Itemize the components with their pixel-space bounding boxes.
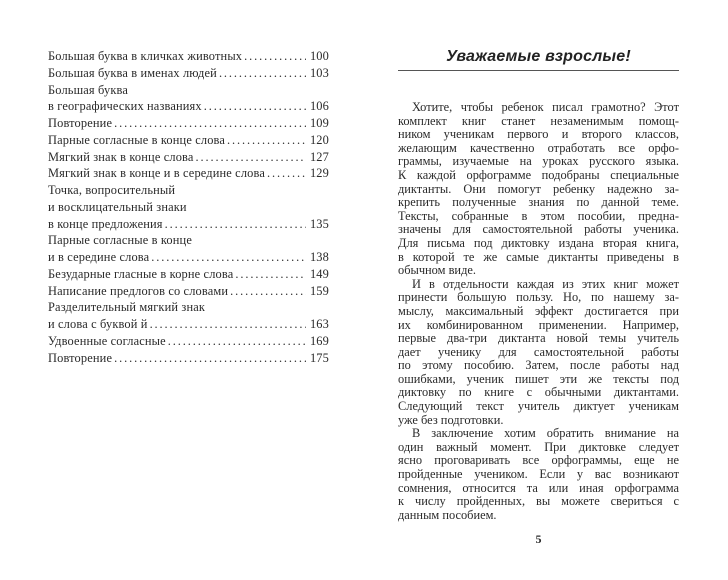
toc-entry — [48, 333, 329, 350]
dot-leader — [150, 316, 306, 333]
text-line: к числу пройденных, вы можете свериться с — [398, 494, 679, 509]
toc-page-number: 169 — [309, 333, 329, 348]
text-line: их комбинированном применении. Например, — [398, 317, 679, 332]
toc-entry — [48, 182, 329, 199]
toc-page-number: 127 — [309, 149, 329, 164]
toc-entry-title: Мягкий знак в конце и в середине слова — [48, 166, 265, 181]
toc-entry — [48, 149, 329, 166]
toc-entry-title: и восклицательный знаки — [48, 199, 187, 214]
dot-leader — [114, 115, 306, 132]
toc-entry-title: Парные согласные в конце — [48, 233, 192, 248]
dot-leader — [230, 283, 306, 300]
toc-entry — [48, 283, 329, 300]
text-line: дает ученику для самостоятельной работы — [398, 344, 679, 359]
dot-leader — [219, 65, 306, 82]
toc-entry-title: в географических названиях — [48, 99, 202, 114]
dot-leader — [235, 266, 306, 283]
dot-leader — [165, 216, 306, 233]
text-line: по этому пособию. Затем, после работы над — [398, 358, 679, 373]
toc-entry — [48, 266, 329, 283]
text-line: диктовку по книге с обычными диктантами. — [398, 385, 679, 400]
toc-page-number: 135 — [309, 216, 329, 231]
toc-page-number: 159 — [309, 283, 329, 298]
dot-leader — [168, 333, 306, 350]
dot-leader — [196, 149, 306, 166]
toc-page-number: 120 — [309, 132, 329, 147]
dot-leader — [267, 165, 306, 182]
text-line: принести большую пользу. Но, по нашему за- — [398, 290, 679, 305]
toc-page-number: 149 — [309, 266, 329, 281]
title-underline — [398, 70, 679, 71]
toc-entry-title: Большая буква в именах людей — [48, 65, 217, 80]
text-line: Тексты, собранные в этом пособии, предна- — [398, 208, 679, 223]
dot-leader — [114, 350, 306, 367]
text-line: уже без подготовки. — [398, 412, 504, 427]
toc-page-number: 129 — [309, 166, 329, 181]
text-line: Хотите, чтобы ребенок писал грамотно? Этот — [412, 100, 679, 114]
toc-entry-title: Повторение — [48, 116, 113, 130]
toc-entry-title: Безударные гласные в корне слова — [48, 266, 234, 281]
toc-entry — [48, 216, 329, 233]
toc-entry-title: Повторение — [48, 350, 113, 365]
toc-entry — [48, 65, 329, 82]
foreword-text — [398, 101, 679, 522]
toc-entry — [48, 232, 329, 249]
toc-entry — [48, 132, 329, 149]
toc-page-number: 109 — [309, 116, 329, 130]
dot-leader — [151, 249, 306, 266]
toc-entry — [48, 199, 329, 216]
toc-entry-title: в конце предложения — [48, 216, 163, 231]
text-line: Следующий текст учитель диктует ученикам — [398, 399, 679, 414]
toc-entry-title: Мягкий знак в конце слова — [48, 149, 194, 164]
text-line: обычном виде. — [398, 263, 476, 278]
toc-page-number: 163 — [309, 317, 329, 331]
toc-entry — [48, 48, 329, 65]
toc-entry-title: и слова с буквой й — [48, 317, 148, 331]
toc-entry — [48, 249, 329, 266]
toc-page-number: 103 — [309, 65, 329, 80]
toc-entry-title: Написание предлогов со словами — [48, 283, 229, 298]
text-line: К каждой орфограмме подобраны специальные — [398, 167, 679, 182]
text-line: сомнения, относится та или иная орфограмма — [398, 480, 679, 495]
text-line: В заключение хотим обратить внимание на — [412, 426, 679, 441]
toc-entry-title: Большая буква — [48, 82, 129, 97]
text-line: ником ученикам первого и второго классов, — [398, 127, 679, 142]
text-line: Для письма под диктовку издана вторая книга, — [398, 235, 679, 250]
toc-page-number: 106 — [309, 99, 329, 114]
toc-entry-title: и в середине слова — [48, 250, 150, 264]
text-line: крепить полученные знания по данной теме. — [398, 195, 679, 210]
text-line: данным пособием. — [398, 507, 497, 522]
text-line: ясно проговаривать все орфограммы, еще не — [398, 453, 679, 468]
text-line: И в отдельности каждая из этих книг может — [412, 276, 679, 291]
text-line: в которой те же самые диктанты приведены в — [398, 249, 679, 264]
toc-entry — [48, 115, 329, 132]
dot-leader — [227, 132, 306, 149]
dot-leader — [244, 48, 306, 65]
toc-entry — [48, 165, 329, 182]
text-line: значены для самостоятельной работы ученика. — [398, 222, 679, 237]
toc-entry-title: Удвоенные согласные — [48, 333, 166, 348]
text-line: ошибками, ученик пишет эти же тексты под — [398, 371, 679, 386]
page-title: Уважаемые взрослые! — [446, 48, 631, 65]
text-line: желающим качественно отработать все орфо- — [398, 140, 679, 155]
toc-entry-title: Большая буква в кличках животных — [48, 49, 243, 63]
toc-entry-title: Разделительный мягкий знак — [48, 300, 206, 315]
text-line: первые два-три диктанта новой темы учитель — [398, 331, 679, 346]
text-line: мыслу, максимальный эффект достигается при — [398, 303, 679, 318]
toc-entry-title: Парные согласные в конце слова — [48, 132, 226, 147]
text-line: диктанты. Они помогут ребенку надежно за- — [398, 181, 679, 196]
text-line: пройденные учеником. Если у вас возникают — [398, 467, 679, 482]
page-number: 5 — [535, 532, 542, 546]
text-line: граммы, изучаемые на уроках русского языка. — [398, 154, 679, 169]
toc-entry — [48, 299, 329, 316]
text-line: комплект книг станет незаменимым помощ- — [398, 113, 679, 128]
text-line: один важный момент. При диктовке следует — [398, 439, 679, 454]
table-of-contents — [48, 48, 329, 366]
toc-page-number: 100 — [309, 49, 329, 63]
toc-page-number: 138 — [309, 250, 329, 264]
toc-entry — [48, 316, 329, 333]
toc-page-number: 175 — [309, 350, 329, 365]
toc-entry — [48, 82, 329, 99]
dot-leader — [204, 98, 306, 115]
toc-entry — [48, 98, 329, 115]
toc-entry-title: Точка, вопросительный — [48, 183, 176, 197]
toc-entry — [48, 350, 329, 367]
